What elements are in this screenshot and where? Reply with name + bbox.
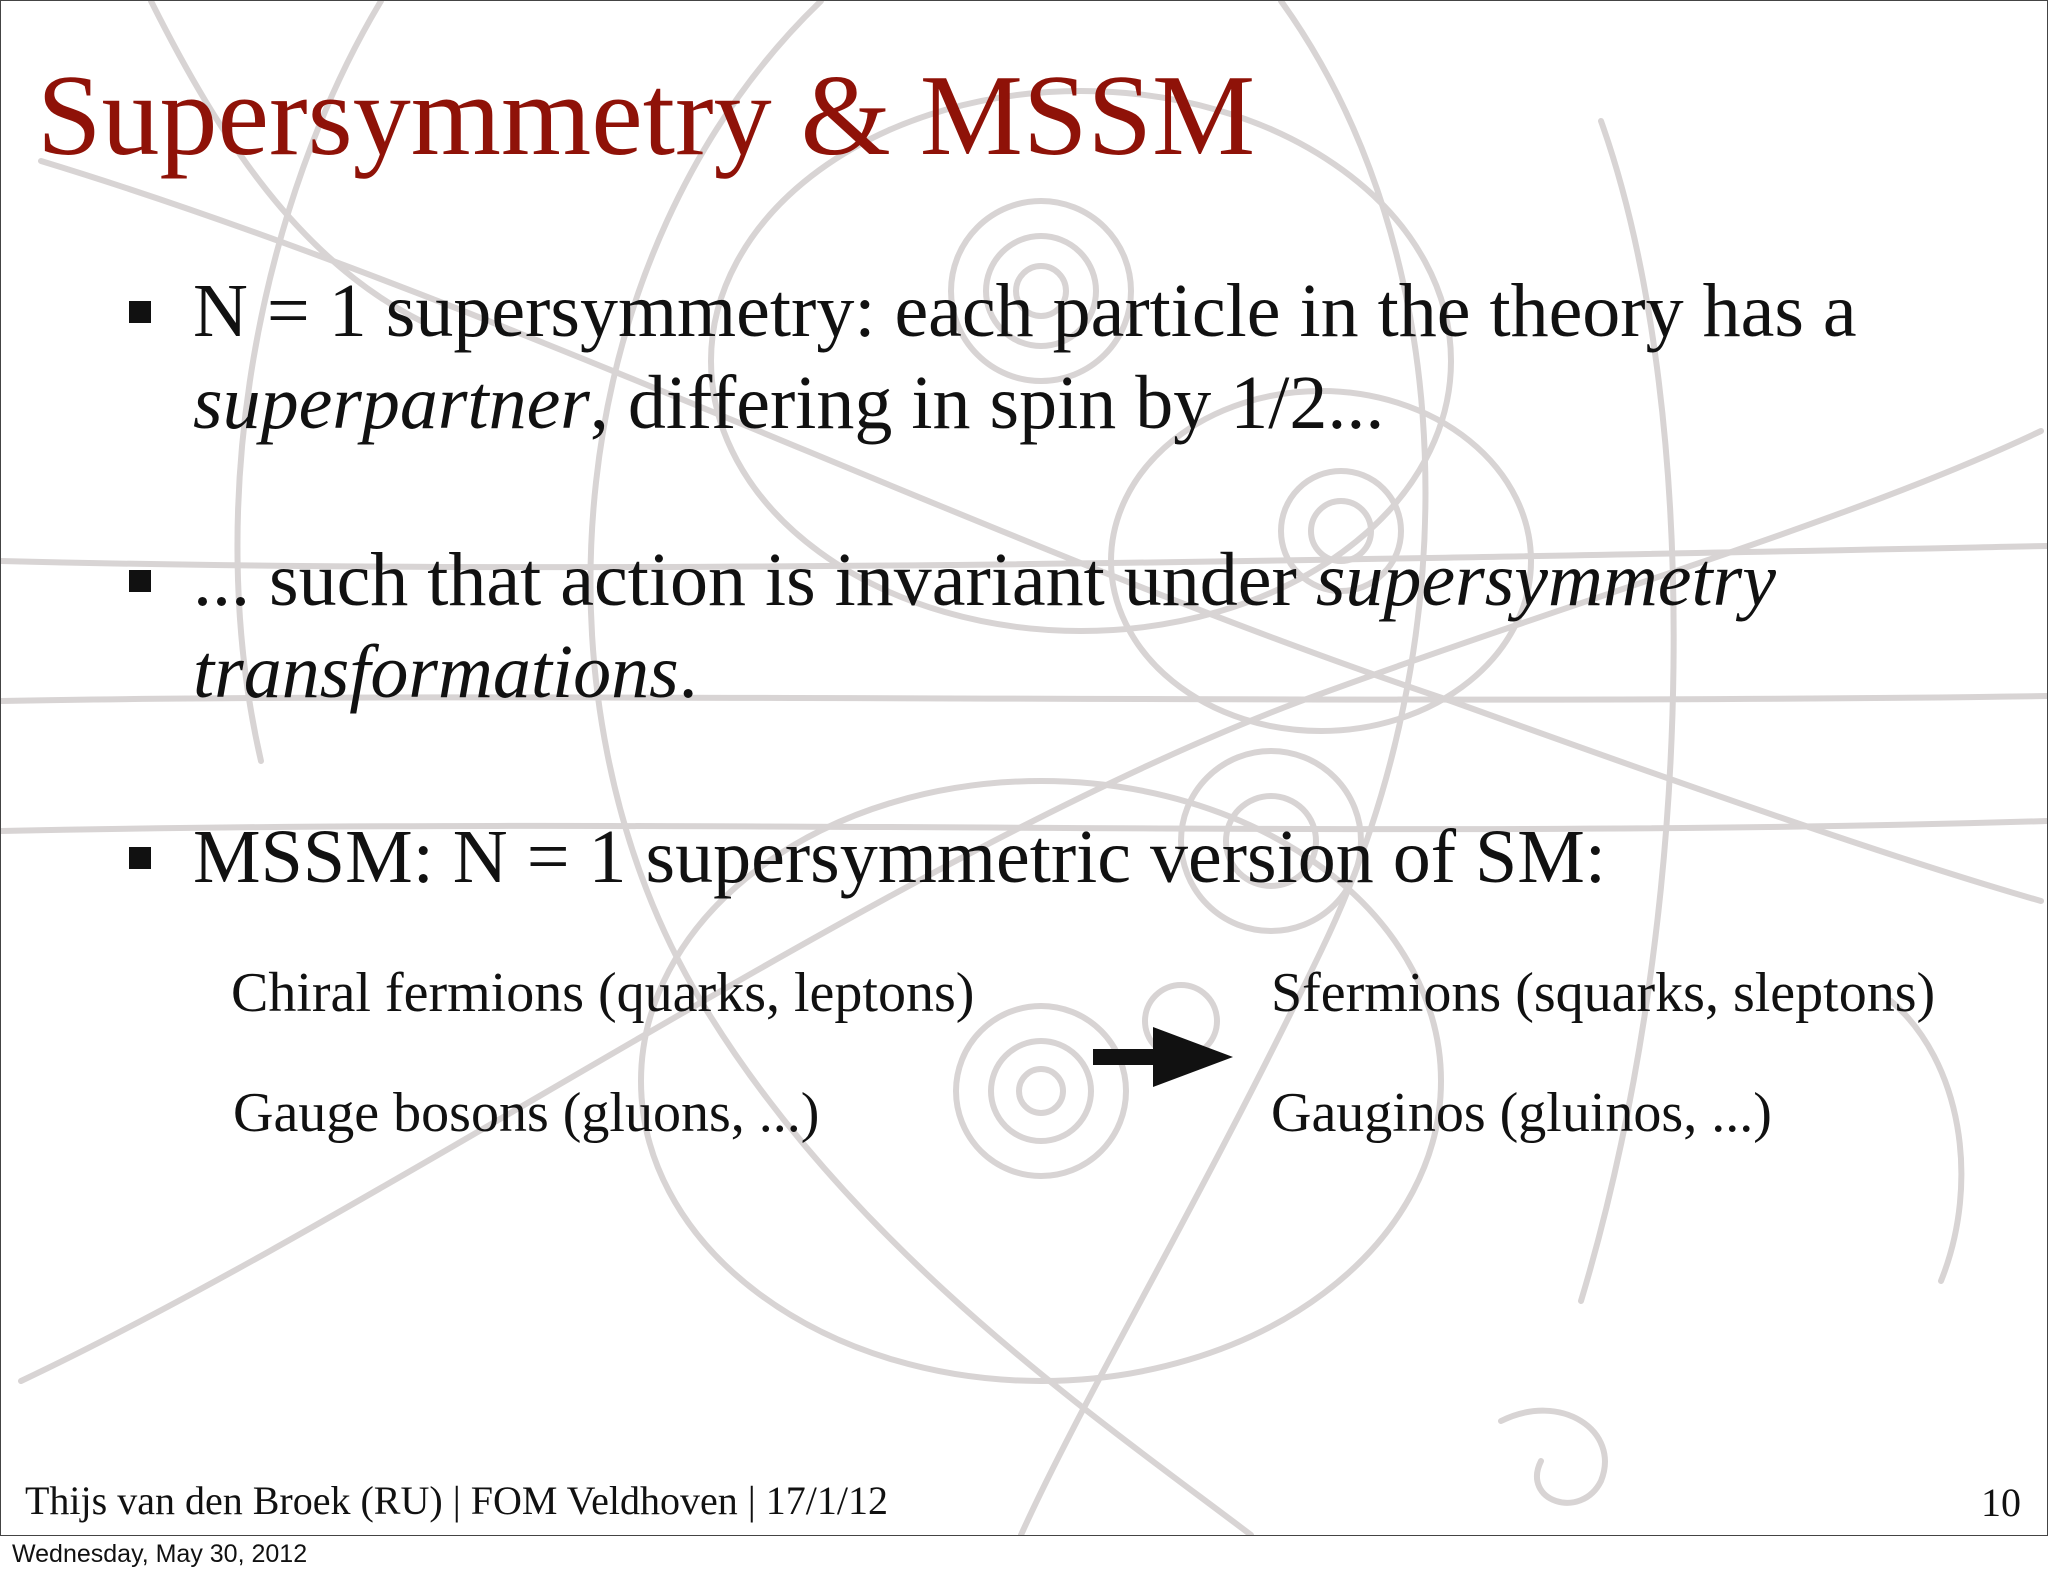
slide-page-number: 10 <box>1981 1480 2021 1525</box>
bullet-text-part: . <box>678 630 698 714</box>
bullet-text-part: , differing in spin by 1/2... <box>589 361 1385 445</box>
bullet-text-italic: supersymmetry transformations <box>193 538 1776 714</box>
bullet-text-italic: superpartner <box>193 361 590 445</box>
bullet-text <box>193 534 2013 718</box>
right-arrow-icon <box>1093 1027 1233 1087</box>
bubble-chamber-tracks-watermark <box>1 1 2047 1535</box>
mapping-right-item: Sfermions (squarks, sleptons) <box>1271 962 1936 1024</box>
bullet-text-part: N = 1 supersymmetry: each particle in the theory has a <box>193 269 1857 353</box>
bullet-text <box>193 265 2013 449</box>
print-date: Wednesday, May 30, 2012 <box>12 1540 308 1568</box>
bullet-text <box>193 811 2013 903</box>
mapping-right-item: Gauginos (gluinos, ...) <box>1271 1082 1772 1144</box>
bullet-text-part: ... such that action is invariant under <box>193 538 1316 622</box>
square-bullet-icon <box>129 847 151 869</box>
slide-footer: Thijs van den Broek (RU) | FOM Veldhoven | 17/1/12 <box>25 1478 888 1523</box>
slide-title: Supersymmetry & MSSM <box>37 52 1256 180</box>
mapping-left-item: Gauge bosons (gluons, ...) <box>233 1082 820 1144</box>
bullet-text-part: MSSM: N = 1 supersymmetric version of SM: <box>193 815 1606 899</box>
mapping-left-item: Chiral fermions (quarks, leptons) <box>231 962 975 1024</box>
square-bullet-icon <box>129 570 151 592</box>
square-bullet-icon <box>129 301 151 323</box>
